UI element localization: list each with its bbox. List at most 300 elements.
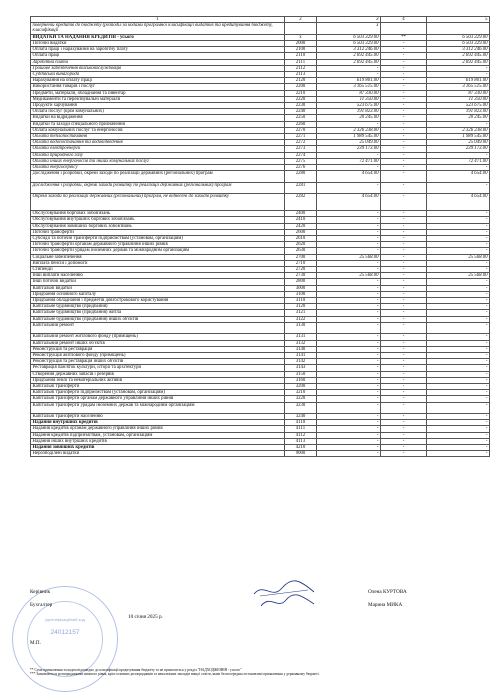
special-fund-value: - <box>381 248 427 254</box>
row-code: 2410 <box>285 217 317 223</box>
total-amount <box>427 23 490 35</box>
approved-amount: - <box>317 291 381 297</box>
row-label: Виплата пенсій і допомоги <box>31 260 285 266</box>
special-fund-value: - <box>381 432 427 438</box>
row-code: 2730 <box>285 273 317 279</box>
head-label: Керівник <box>30 589 51 595</box>
approved-amount: - <box>317 242 381 248</box>
special-fund-value: - <box>381 152 427 158</box>
row-label: Нарахування на оплату праці <box>31 78 285 84</box>
special-fund-value: - <box>381 371 427 377</box>
total-amount: - <box>427 340 490 346</box>
special-fund-value: - <box>381 426 427 432</box>
report-date: 10 січня 2025 р. <box>128 614 163 620</box>
special-fund-value: - <box>381 438 427 444</box>
total-amount: - <box>427 164 490 170</box>
row-label: ВИДАТКИ ТА НАДАННЯ КРЕДИТІВ - усього <box>31 34 285 40</box>
approved-amount: 523 675.00 <box>317 102 381 108</box>
special-fund-value: - <box>381 235 427 241</box>
total-amount: - <box>427 365 490 371</box>
row-label: Оплата інших енергоносіїв та інших комунальних послуг <box>31 158 285 164</box>
row-code: 2280 <box>285 171 317 183</box>
row-code: 3230 <box>285 402 317 414</box>
special-fund-value: - <box>381 390 427 396</box>
approved-amount: - <box>317 235 381 241</box>
table-row <box>31 194 490 211</box>
special-fund-value: - <box>381 78 427 84</box>
row-label: Продукти харчування <box>31 102 285 108</box>
approved-amount: - <box>317 121 381 127</box>
row-code: 3121 <box>285 310 317 316</box>
special-fund-value: - <box>381 291 427 297</box>
approved-amount: 25 049.00 <box>317 140 381 146</box>
total-amount: - <box>427 445 490 451</box>
approved-amount: - <box>317 267 381 273</box>
total-amount: - <box>427 414 490 420</box>
special-fund-value: - <box>381 65 427 71</box>
footnotes <box>30 668 475 677</box>
row-code: 2100 <box>285 47 317 53</box>
special-fund-value: - <box>381 71 427 77</box>
approved-amount: - <box>317 298 381 304</box>
total-amount: 239 173.00 <box>427 146 490 152</box>
approved-amount: - <box>317 414 381 420</box>
approved-amount: - <box>317 65 381 71</box>
row-code: 4111 <box>285 426 317 432</box>
approved-amount: - <box>317 451 381 457</box>
approved-amount: - <box>317 71 381 77</box>
row-code: 2271 <box>285 133 317 139</box>
stamp-code: 24012157 <box>50 629 80 636</box>
row-code: 2210 <box>285 90 317 96</box>
row-code: 2610 <box>285 235 317 241</box>
special-fund-value: - <box>381 133 427 139</box>
special-fund-value: - <box>381 383 427 389</box>
total-amount: - <box>427 285 490 291</box>
special-fund-value: - <box>381 304 427 310</box>
stamp-text: Ідентифікаційний код <box>45 617 85 622</box>
special-fund-value: - <box>381 340 427 346</box>
row-code: 3110 <box>285 298 317 304</box>
row-code: 3160 <box>285 377 317 383</box>
row-label: Капітальні трансферти підприємствам (установам, організаціям) <box>31 390 285 396</box>
row-label: Оплата енергосервісу <box>31 164 285 170</box>
row-label: Поточні видатки <box>31 40 285 46</box>
special-fund-value: - <box>381 84 427 90</box>
table-row <box>31 322 490 334</box>
row-code: 3120 <box>285 304 317 310</box>
row-code: 2630 <box>285 248 317 254</box>
row-code: 2250 <box>285 115 317 121</box>
row-label: Реконструкція житлового фонду (приміщень) <box>31 352 285 358</box>
approved-amount: - <box>317 402 381 414</box>
special-fund-value: - <box>381 47 427 53</box>
row-code: 3142 <box>285 359 317 365</box>
total-amount: - <box>427 383 490 389</box>
special-fund-value: - <box>381 171 427 183</box>
row-code: 2420 <box>285 223 317 229</box>
total-amount: - <box>427 71 490 77</box>
total-amount: 2 326 238.00 <box>427 127 490 133</box>
table-row <box>31 451 490 457</box>
total-amount: - <box>427 359 490 365</box>
special-fund-value: - <box>381 115 427 121</box>
approved-amount: - <box>317 304 381 310</box>
special-fund-value: - <box>381 346 427 352</box>
row-code: 2274 <box>285 152 317 158</box>
approved-amount: - <box>317 340 381 346</box>
row-label: Капітальні трансферти органам державного управління інших рівнів <box>31 396 285 402</box>
special-fund-value: - <box>381 298 427 304</box>
row-code: 3132 <box>285 340 317 346</box>
special-fund-value: - <box>381 223 427 229</box>
approved-amount: - <box>317 248 381 254</box>
row-label: Капітальні трансферти населенню <box>31 414 285 420</box>
approved-amount: - <box>317 279 381 285</box>
special-fund-value: - <box>381 90 427 96</box>
row-code: 2272 <box>285 140 317 146</box>
special-fund-value: - <box>381 164 427 170</box>
total-amount: - <box>427 279 490 285</box>
row-label: Поточні трансферти органам державного управління інших рівнів <box>31 242 285 248</box>
approved-amount: 20 245.00 <box>317 115 381 121</box>
total-amount: 4 654.00 <box>427 171 490 183</box>
approved-amount: - <box>317 310 381 316</box>
row-label: Реконструкція та реставрація <box>31 346 285 352</box>
special-fund-value: - <box>381 40 427 46</box>
row-code: 2220 <box>285 96 317 102</box>
total-amount: - <box>427 310 490 316</box>
table-row <box>31 182 490 194</box>
approved-amount: 2 692 445.00 <box>317 59 381 65</box>
row-code: 2120 <box>285 78 317 84</box>
table-row <box>31 23 490 35</box>
total-amount: - <box>427 432 490 438</box>
total-amount: - <box>427 121 490 127</box>
total-amount: - <box>427 352 490 358</box>
row-label: Оплата теплопостачання <box>31 133 285 139</box>
total-amount: - <box>427 322 490 334</box>
approved-amount: - <box>317 359 381 365</box>
row-code: 2800 <box>285 279 317 285</box>
row-label: Оплата праці <box>31 53 285 59</box>
approved-amount: 239 173.00 <box>317 146 381 152</box>
special-fund-value: - <box>381 102 427 108</box>
approved-amount: - <box>317 229 381 235</box>
row-code: 3140 <box>285 346 317 352</box>
total-amount: 20 245.00 <box>427 115 490 121</box>
total-amount: - <box>427 420 490 426</box>
total-amount: 4 654.00 <box>427 194 490 211</box>
row-label: поверненій кредитів до бюджету (розподіл за кодами програмної класифікації видатків та кредитування бюджету, класифікації <box>31 23 285 35</box>
row-code: 2200 <box>285 84 317 90</box>
row-label: Субсидії та поточні трансферти підприємствам (установам, організаціям) <box>31 235 285 241</box>
row-label: Дослідження і розробки, окремі заходи по реалізації державних (регіональних) програм <box>31 171 285 183</box>
special-fund-value: - <box>381 316 427 322</box>
approved-amount: - <box>317 390 381 396</box>
approved-amount: 2 692 445.00 <box>317 53 381 59</box>
approved-amount: 25 568.00 <box>317 273 381 279</box>
row-label: Надання кредитів підприємствам, установам, організаціям <box>31 432 285 438</box>
row-code: 2276 <box>285 164 317 170</box>
row-code: 3141 <box>285 352 317 358</box>
row-code: 2113 <box>285 71 317 77</box>
approved-amount: 11 350.00 <box>317 96 381 102</box>
row-label: Оплата природного газу <box>31 152 285 158</box>
row-label: Капітальний ремонт інших об'єктів <box>31 340 285 346</box>
approved-amount: 3 165 515.00 <box>317 84 381 90</box>
row-label: Капітальні трансферти <box>31 383 285 389</box>
special-fund-value: - <box>381 334 427 340</box>
row-code: 2620 <box>285 242 317 248</box>
row-code: 3210 <box>285 390 317 396</box>
table-row <box>31 402 490 414</box>
row-label: Видатки на відрядження <box>31 115 285 121</box>
total-amount: - <box>427 65 490 71</box>
row-label: Надання кредитів органам державного управління інших рівнів <box>31 426 285 432</box>
special-fund-value: - <box>381 451 427 457</box>
approved-amount: 87 330.00 <box>317 90 381 96</box>
special-fund-value: - <box>381 377 427 383</box>
approved-amount: - <box>317 322 381 334</box>
special-fund-value: - <box>381 96 427 102</box>
approved-amount: - <box>317 352 381 358</box>
row-code: 2110 <box>285 53 317 59</box>
row-label: Оплата послуг (крім комунальних) <box>31 109 285 115</box>
row-code: 4113 <box>285 438 317 444</box>
column-number: 1 <box>31 17 285 23</box>
total-amount: 6 503 329.00 <box>427 40 490 46</box>
footnote-1: ** Сума призначення за кодом відповідно до класифікації кредитування бюджету та не приноситься у розділ "НАДХОДЖЕННЯ - усього" <box>30 668 242 672</box>
column-number: 5 <box>427 17 490 23</box>
row-code: 2270 <box>285 127 317 133</box>
approved-amount: 619 801.00 <box>317 78 381 84</box>
row-label: Капітальний ремонт житлового фонду (приміщень) <box>31 334 285 340</box>
row-code: 2273 <box>285 146 317 152</box>
row-code: 4112 <box>285 432 317 438</box>
row-code: 3240 <box>285 414 317 420</box>
row-label: Капітальний ремонт <box>31 322 285 334</box>
total-amount: - <box>427 451 490 457</box>
row-code: 2710 <box>285 260 317 266</box>
total-amount: 2 692 445.00 <box>427 53 490 59</box>
row-label: Предмети, матеріали, обладнання та інвентар <box>31 90 285 96</box>
special-fund-value: - <box>381 322 427 334</box>
approved-amount: - <box>317 438 381 444</box>
approved-amount: 72 471.00 <box>317 158 381 164</box>
row-code: 3200 <box>285 383 317 389</box>
approved-amount: 1 989 545.00 <box>317 133 381 139</box>
total-amount: 72 471.00 <box>427 158 490 164</box>
total-amount: - <box>427 334 490 340</box>
approved-amount: - <box>317 223 381 229</box>
total-amount: 1 989 545.00 <box>427 133 490 139</box>
row-label: Надання внутрішніх кредитів <box>31 420 285 426</box>
approved-amount: - <box>317 182 381 194</box>
row-label: Створення державних запасів і резервів <box>31 371 285 377</box>
row-label: Придбання обладнання і предметів довгострокового користування <box>31 298 285 304</box>
row-code: 4210 <box>285 445 317 451</box>
special-fund-value: - <box>381 109 427 115</box>
total-amount: - <box>427 390 490 396</box>
special-fund-value: - <box>381 352 427 358</box>
row-label: Оплата водопостачання та водовідведення <box>31 140 285 146</box>
special-fund-value: - <box>381 396 427 402</box>
row-label: Обслуговування зовнішніх боргових зобов'язань <box>31 223 285 229</box>
approved-amount: 3 312 246.00 <box>317 47 381 53</box>
total-amount: - <box>427 229 490 235</box>
row-label: Медикаменти та перев'язувальні матеріали <box>31 96 285 102</box>
special-fund-value: - <box>381 445 427 451</box>
row-code: 2720 <box>285 267 317 273</box>
row-code: 3130 <box>285 322 317 334</box>
row-label: Суддівська винагорода <box>31 71 285 77</box>
row-code: 2230 <box>285 102 317 108</box>
total-amount: 25 568.00 <box>427 254 490 260</box>
table-row <box>31 171 490 183</box>
row-label: Капітальне будівництво (придбання) інших об'єктів <box>31 316 285 322</box>
column-number: 2 <box>285 17 317 23</box>
approved-amount: - <box>317 420 381 426</box>
approved-amount: 191 823.00 <box>317 109 381 115</box>
approved-amount: - <box>317 426 381 432</box>
special-fund-value: ** <box>381 34 427 40</box>
total-amount: - <box>427 346 490 352</box>
approved-amount: - <box>317 383 381 389</box>
special-fund-value <box>381 23 427 35</box>
total-amount: - <box>427 377 490 383</box>
special-fund-value: - <box>381 260 427 266</box>
total-amount: - <box>427 235 490 241</box>
total-amount: - <box>427 438 490 444</box>
total-amount: - <box>427 298 490 304</box>
accountant-label: Бухгалтер <box>30 602 53 608</box>
row-code: 2281 <box>285 182 317 194</box>
row-label: Видатки та заходи спеціального призначення <box>31 121 285 127</box>
approved-amount: - <box>317 377 381 383</box>
row-code: 3220 <box>285 396 317 402</box>
special-fund-value: - <box>381 420 427 426</box>
total-amount: 619 801.00 <box>427 78 490 84</box>
total-amount: - <box>427 291 490 297</box>
row-code: 2282 <box>285 194 317 211</box>
special-fund-value: - <box>381 121 427 127</box>
special-fund-value: - <box>381 402 427 414</box>
special-fund-value: - <box>381 242 427 248</box>
row-label: Придбання основного капіталу <box>31 291 285 297</box>
special-fund-value: - <box>381 310 427 316</box>
stamp-inner-ring <box>27 601 103 677</box>
row-label: Придбання землі та нематеріальних активів <box>31 377 285 383</box>
row-label: Оплата електроенергії <box>31 146 285 152</box>
total-amount: 25 568.00 <box>427 273 490 279</box>
row-label: Обслуговування боргових зобов'язань <box>31 211 285 217</box>
footnote-2: *** Зазначаються розпорядниками нижчого рівня, крім головних розпорядників та неналежних закладів вищої освіти, яким безпосередньо встановлені призначення у державному бюджеті. <box>30 672 320 677</box>
row-code: 3122 <box>285 316 317 322</box>
column-number: 3 <box>317 17 381 23</box>
approved-amount: - <box>317 217 381 223</box>
total-amount: 11 350.00 <box>427 96 490 102</box>
approved-amount: - <box>317 152 381 158</box>
approved-amount: - <box>317 164 381 170</box>
row-label: Реставрація пам'яток культури, історії та архітектури <box>31 365 285 371</box>
approved-amount: - <box>317 260 381 266</box>
approved-amount: 6 503 329.00 <box>317 40 381 46</box>
total-amount: - <box>427 242 490 248</box>
row-code: 2112 <box>285 65 317 71</box>
special-fund-value: - <box>381 158 427 164</box>
head-name: Олена КУРТОВА <box>368 589 407 595</box>
total-amount: 25 049.00 <box>427 140 490 146</box>
total-amount: 2 692 445.00 <box>427 59 490 65</box>
total-amount: 6 503 329.00 <box>427 34 490 40</box>
approved-amount: - <box>317 211 381 217</box>
approved-amount: - <box>317 445 381 451</box>
row-code: 2700 <box>285 254 317 260</box>
approved-amount: 6 503 329.00 <box>317 34 381 40</box>
row-code: 2275 <box>285 158 317 164</box>
total-amount: 191 823.00 <box>427 109 490 115</box>
approved-amount: - <box>317 365 381 371</box>
total-amount: - <box>427 211 490 217</box>
total-amount: - <box>427 182 490 194</box>
row-label: Оплата комунальних послуг та енергоносіїв <box>31 127 285 133</box>
total-amount: - <box>427 217 490 223</box>
accountant-name: Марина МИКА <box>368 602 403 608</box>
approved-amount: - <box>317 396 381 402</box>
row-label: Капітальні видатки <box>31 285 285 291</box>
special-fund-value: - <box>381 194 427 211</box>
total-amount: - <box>427 316 490 322</box>
approved-amount: х <box>317 23 381 35</box>
approved-amount: - <box>317 316 381 322</box>
row-label: Використання товарів і послуг <box>31 84 285 90</box>
row-label: Поточні трансферти <box>31 229 285 235</box>
approved-amount: - <box>317 432 381 438</box>
row-label: Надання зовнішніх кредитів <box>31 445 285 451</box>
special-fund-value: - <box>381 365 427 371</box>
special-fund-value: - <box>381 127 427 133</box>
row-code <box>285 23 317 35</box>
total-amount: - <box>427 304 490 310</box>
total-amount: 523 675.00 <box>427 102 490 108</box>
total-amount: 87 330.00 <box>427 90 490 96</box>
special-fund-value: - <box>381 182 427 194</box>
total-amount: - <box>427 260 490 266</box>
special-fund-value: - <box>381 273 427 279</box>
approved-amount: 25 568.00 <box>317 254 381 260</box>
row-label: Капітальні трансферти урядам іноземних держав та міжнародним організаціям <box>31 402 285 414</box>
approved-amount: 4 654.00 <box>317 171 381 183</box>
row-label: Окремі заходи по реалізації державних (регіональних) програм, не віднесені до заходів розвитку <box>31 194 285 211</box>
total-amount: - <box>427 396 490 402</box>
row-label: Капітальне будівництво (придбання) <box>31 304 285 310</box>
row-code: 2240 <box>285 109 317 115</box>
approved-amount: - <box>317 334 381 340</box>
special-fund-value: - <box>381 217 427 223</box>
special-fund-value: - <box>381 146 427 152</box>
special-fund-value: - <box>381 285 427 291</box>
special-fund-value: - <box>381 229 427 235</box>
row-label: Реконструкція та реставрація інших об'єктів <box>31 359 285 365</box>
special-fund-value: - <box>381 414 427 420</box>
special-fund-value: - <box>381 267 427 273</box>
row-code: 2600 <box>285 229 317 235</box>
total-amount: - <box>427 223 490 229</box>
approved-amount: - <box>317 285 381 291</box>
budget-report-table <box>30 16 490 457</box>
row-label: Обслуговування внутрішніх боргових зобов'язань <box>31 217 285 223</box>
